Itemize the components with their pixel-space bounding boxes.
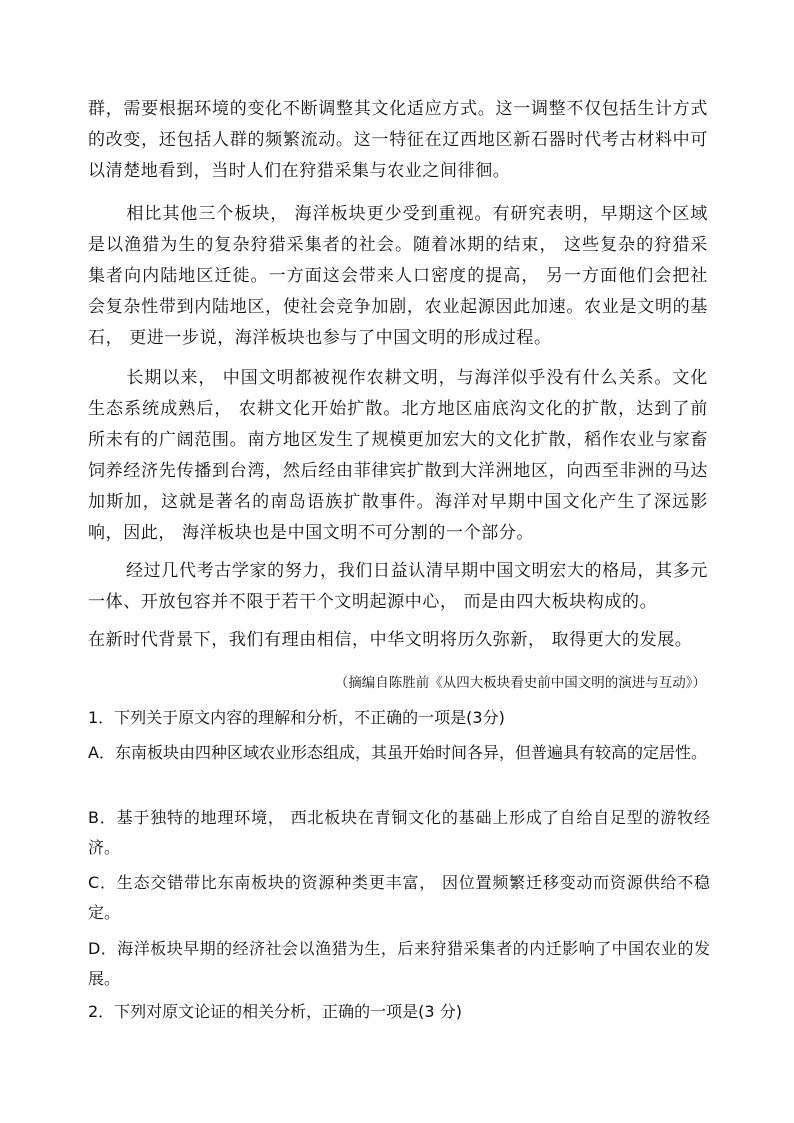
passage-paragraph-3-text: 长期以来， 中国文明都被视作农耕文明，与海洋似乎没有什么关系。文化生态系统成熟后， 农耕文化开始扩散。北方地区庙底沟文化的扩散，达到了前所未有的广阔范围。南方地区发生了规模更加宏大的文化扩散，稻作农业与家畜饲养经济先传播到台湾，然后经由菲律宾扩散到大洋洲地区，向西至非洲的马达加斯加，这就是著名的南岛语族扩散事件。海洋对早期中国文化产生了深远影响，因此， 海洋板块也是中国文明不可分割的一个部分。 [88,368,708,543]
passage-paragraph-1: 群，需要根据环境的变化不断调整其文化适应方式。这一调整不仅包括生计方式的改变，还包括人群的频繁流动。这一特征在辽西地区新石器时代考古材料中可以清楚地看到，当时人们在狩猎采集与农业之间徘徊。 [88,99,708,181]
question-1-option-b: B．基于独特的地理环境， 西北板块在青铜文化的基础上形成了自给自足型的游牧经济。 [88,808,710,857]
question-1-option-d: D．海洋板块早期的经济社会以渔猎为生，后来狩猎采集者的内迁影响了中国农业的发展。 [88,939,710,988]
passage-paragraph-3 [88,363,708,549]
passage-paragraph-2 [88,199,708,354]
question-1-option-a: A．东南板块由四种区域农业形态组成，其虽开始时间各异，但普遍具有较高的定居性。 [88,743,707,762]
question-1-stem: 1．下列关于原文内容的理解和分析，不正确的一项是(3分) [88,708,505,727]
question-2-stem: 2．下列对原文论证的相关分析，正确的一项是(3 分) [88,1002,462,1021]
source-citation: （摘编自陈胜前《从四大板块看史前中国文明的演进与互动》） [334,675,706,691]
passage-paragraph-2-text: 相比其他三个板块， 海洋板块更少受到重视。有研究表明，早期这个区域是以渔猎为生的复杂狩猎采集者的社会。随着冰期的结束， 这些复杂的狩猎采集者向内陆地区迁徙。一方面这会带来人口密度的提高， 另一方面他们会把社会复杂性带到内陆地区，使社会竞争加剧，农业起源因此加速。农业是文明的基石， 更进一步说，海洋板块也参与了中国文明的形成过程。 [88,204,708,348]
passage-paragraph-5: 在新时代背景下，我们有理由相信，中华文明将历久弥新， 取得更大的发展。 [88,630,693,650]
question-1-option-c: C．生态交错带比东南板块的资源种类更丰富， 因位置频繁迁移变动而资源供给不稳定。 [88,873,710,922]
passage-paragraph-4 [88,556,708,618]
passage-paragraph-4-text: 经过几代考古学家的努力，我们日益认清早期中国文明宏大的格局，其多元一体、开放包容并不限于若干个文明起源中心， 而是由四大板块构成的。 [88,561,708,612]
